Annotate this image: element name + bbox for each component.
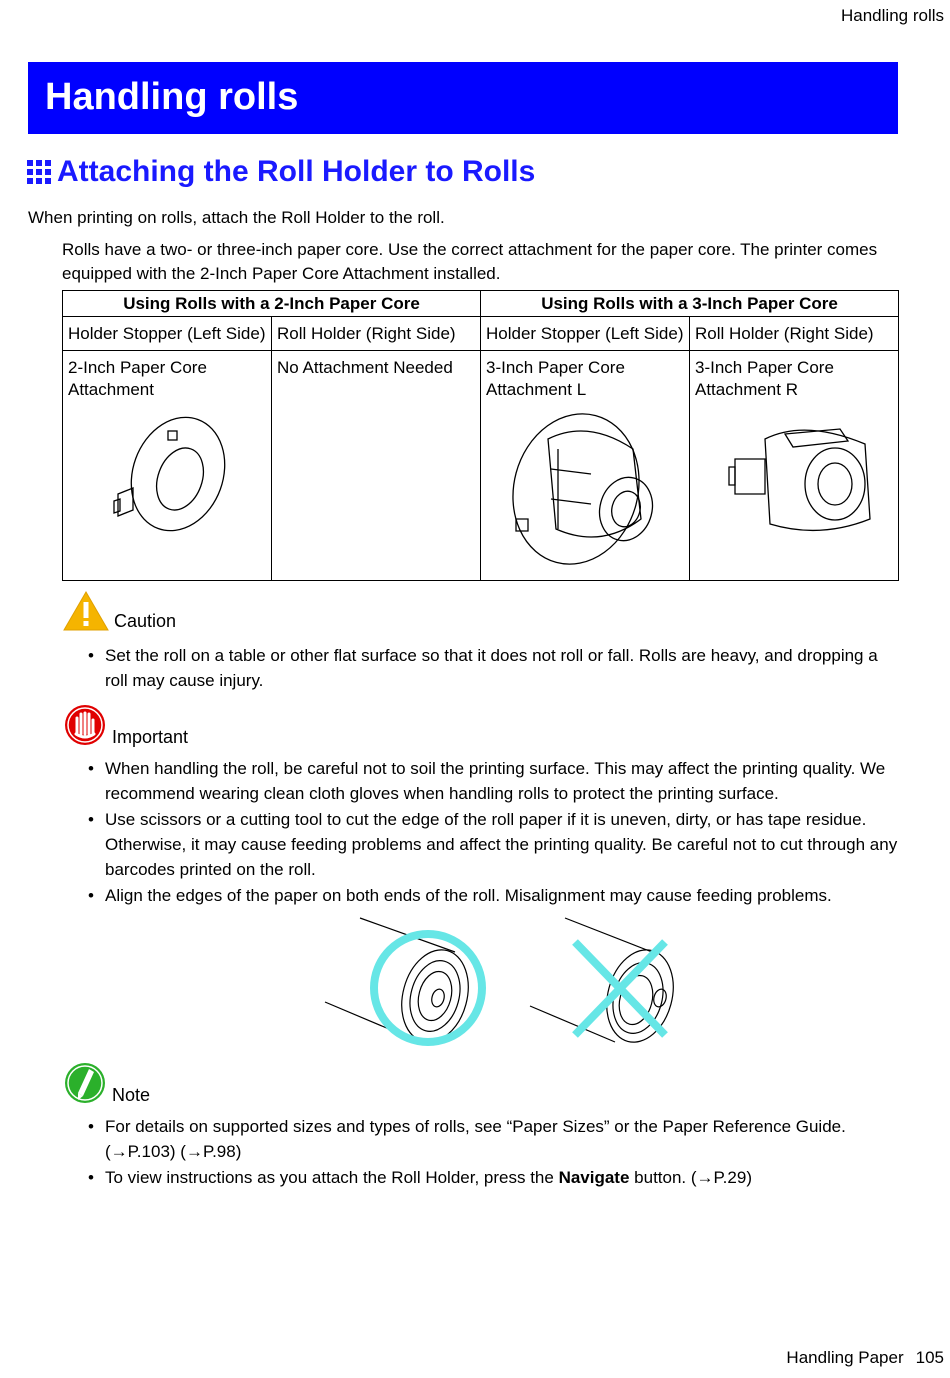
table-group-header: Using Rolls with a 2-Inch Paper Core: [63, 291, 481, 317]
table-column-header: Holder Stopper (Left Side): [481, 317, 690, 351]
important-label: Important: [112, 727, 189, 747]
list-item: [88, 1165, 903, 1190]
section-title: Attaching the Roll Holder to Rolls: [57, 155, 536, 188]
roll-alignment-figure: [320, 910, 690, 1060]
table-column-header: Roll Holder (Right Side): [690, 317, 899, 351]
2-inch-core-attachment-image: [68, 409, 263, 539]
correct-mark: [374, 934, 482, 1042]
table-cell: [690, 351, 899, 581]
caution-list: [88, 643, 903, 694]
warning-triangle-icon: [62, 590, 110, 632]
list-item: • When handling the roll, be careful not to soil the printing surface. This may affect the printing quality. We recommend wearing clean cloth gloves when handling rolls to protect the printing surface.: [88, 756, 903, 806]
list-item: • Set the roll on a table or other flat surface so that it does not roll or fall. Rolls are heavy, and dropping a roll may cause injury.: [88, 643, 903, 693]
list-item: • Align the edges of the paper on both ends of the roll. Misalignment may cause feeding problems.: [88, 883, 903, 908]
note-notice: [62, 1062, 150, 1106]
stop-hand-icon: [62, 704, 108, 748]
note-list: [88, 1114, 903, 1191]
table-group-header: Using Rolls with a 3-Inch Paper Core: [481, 291, 899, 317]
section-heading: [27, 155, 535, 189]
cell-label: 2-Inch Paper Core Attachment: [68, 358, 207, 399]
running-header: Handling rolls: [841, 6, 944, 25]
note-text: To view instructions as you attach the Roll Holder, press the: [105, 1168, 559, 1187]
core-paragraph: Rolls have a two- or three-inch paper core. Use the correct attachment for the paper core. The printer comes equipped with the 2-Inch Paper Core Attachment installed.: [62, 240, 878, 283]
3-inch-core-attachment-l-image: [486, 409, 681, 569]
caution-notice: [62, 590, 176, 632]
pencil-icon: [62, 1062, 108, 1106]
list-item: • For details on supported sizes and types of rolls, see “Paper Sizes” or the Paper Reference Guide. (→P.103) (→P.98): [88, 1114, 903, 1164]
title-banner: [28, 62, 898, 134]
navigate-button-name: Navigate: [558, 1168, 630, 1187]
table-cell: No Attachment Needed: [272, 351, 481, 581]
table-cell: [63, 351, 272, 581]
page-footer: [786, 1348, 944, 1368]
note-label: Note: [112, 1085, 151, 1105]
note-text: button. (→P.29): [629, 1168, 752, 1187]
grid-icon: [27, 160, 51, 184]
cell-label: 3-Inch Paper Core Attachment L: [486, 358, 625, 399]
intro-text: When printing on rolls, attach the Roll Holder to the roll.: [28, 208, 445, 227]
caution-label: Caution: [114, 611, 177, 631]
cell-label: 3-Inch Paper Core Attachment R: [695, 358, 834, 399]
table-column-header: Holder Stopper (Left Side): [63, 317, 272, 351]
important-list: [88, 756, 903, 909]
incorrect-mark: [575, 942, 665, 1035]
list-item: • Use scissors or a cutting tool to cut the edge of the roll paper if it is uneven, dirty, or has tape residue. Otherwise, it may cause feeding problems and affect the printing quality. Be careful not to cut through any barcodes printed on the roll.: [88, 807, 903, 882]
attachment-table: [62, 290, 899, 581]
important-notice: [62, 704, 188, 748]
page-title: Handling rolls: [45, 76, 299, 118]
page-number: 105: [915, 1348, 944, 1367]
footer-section: Handling Paper: [786, 1348, 904, 1367]
table-cell: [481, 351, 690, 581]
3-inch-core-attachment-r-image: [695, 409, 890, 539]
table-column-header: Roll Holder (Right Side): [272, 317, 481, 351]
